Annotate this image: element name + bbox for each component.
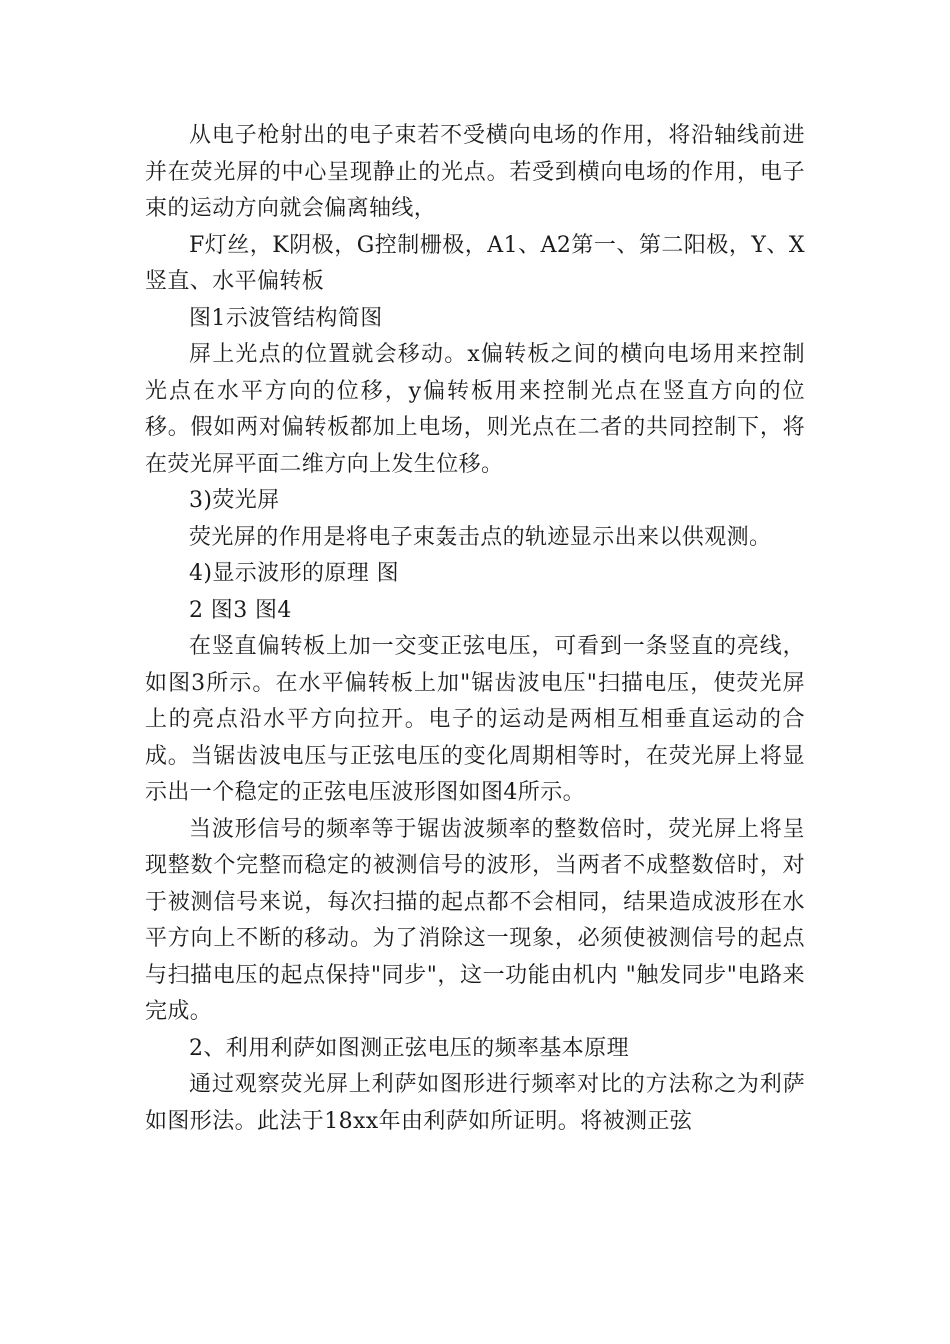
section-heading-screen: 3)荧光屏 xyxy=(189,488,280,513)
paragraph-lissajous: 通过观察荧光屏上利萨如图形进行频率对比的方法称之为利萨如图形法。此法于18xx年由利萨如所证明。将被测正弦 xyxy=(145,1072,805,1134)
paragraph-legend: F灯丝，K阴极，G控制栅极，A1、A2第一、第二阳极，Y、X竖直、水平偏转板 xyxy=(145,232,805,294)
section-heading-waveform: 4)显示波形的原理 图 xyxy=(189,561,399,586)
paragraph-deflection: 屏上光点的位置就会移动。x偏转板之间的横向电场用来控制光点在水平方向的位移，y偏转板用来控制光点在竖直方向的位移。假如两对偏转板都加上电场，则光点在二者的共同控制下，将在荧光屏平面二维方向上发生位移。 xyxy=(145,342,805,477)
document-body xyxy=(145,118,805,1140)
paragraph-sync: 当波形信号的频率等于锯齿波频率的整数倍时，荧光屏上将呈现整数个完整而稳定的被测信号的波形，当两者不成整数倍时，对于被测信号来说，每次扫描的起点都不会相同，结果造成波形在水平方向上不断的移动。为了消除这一现象，必须使被测信号的起点与扫描电压的起点保持"同步"，这一功能由机内 "触发同步"电路来完成。 xyxy=(145,816,805,1024)
section-heading-lissajous: 2、利用利萨如图测正弦电压的频率基本原理 xyxy=(189,1035,629,1061)
paragraph-sine-voltage: 在竖直偏转板上加一交变正弦电压，可看到一条竖直的亮线，如图3所示。在水平偏转板上加"锯齿波电压"扫描电压，使荧光屏上的亮点沿水平方向拉开。电子的运动是两相互相垂直运动的合成。当锯齿波电压与正弦电压的变化周期相等时，在荧光屏上将显示出一个稳定的正弦电压波形图如图4所示。 xyxy=(145,634,805,805)
paragraph-electron-beam: 从电子枪射出的电子束若不受横向电场的作用，将沿轴线前进并在荧光屏的中心呈现静止的光点。若受到横向电场的作用，电子束的运动方向就会偏离轴线， xyxy=(145,123,805,221)
figure-references: 2 图3 图4 xyxy=(189,597,292,623)
figure-caption-1: 图1示波管结构简图 xyxy=(189,305,383,331)
paragraph-screen: 荧光屏的作用是将电子束轰击点的轨迹显示出来以供观测。 xyxy=(189,524,772,550)
